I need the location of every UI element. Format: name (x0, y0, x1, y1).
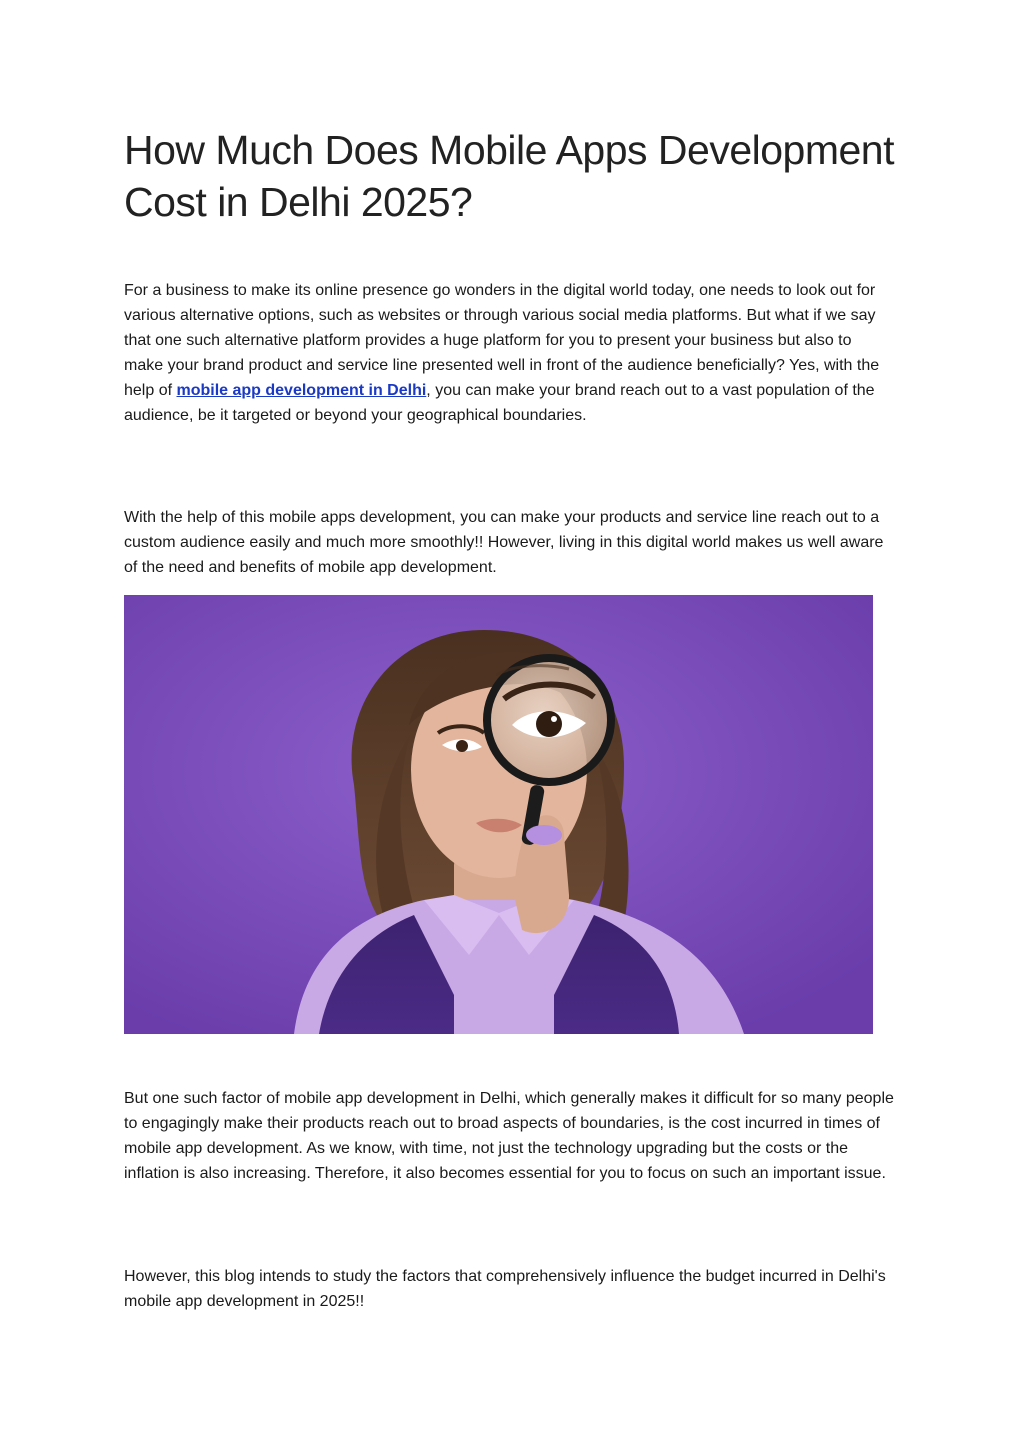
intro-paragraph (124, 278, 894, 428)
cost-factor-paragraph: But one such factor of mobile app development in Delhi, which generally makes it difficult for so many people to engagingly make their products reach out to broad aspects of boundaries, is the cost incurred in times of mobile app development. As we know, with time, not just the technology upgrading but the costs or the inflation is also increasing. Therefore, it also becomes essential for you to focus on such an important issue. (124, 1090, 894, 1182)
page-title: How Much Does Mobile Apps Development Cost in Delhi 2025? (124, 127, 894, 225)
mobile-app-development-link[interactable]: mobile app development in Delhi (176, 382, 427, 399)
intro-text-before-link: For a business to make its online presence go wonders in the digital world today, one needs to look out for various alternative options, such as websites or through various social media platforms. But what if we say that one such alternative platform provides a huge platform for you to present your business but also to make your brand product and service line presented well in front of the audience beneficially? Yes, with the help of (124, 282, 880, 399)
blog-intent-paragraph: However, this blog intends to study the factors that comprehensively influence the budget incurred in Delhi's mobile app development in 2025!! (124, 1268, 886, 1310)
intro-text-after-link: , you can make your brand reach out to a vast population of the audience, be it targeted or beyond your geographical boundaries. (124, 382, 875, 424)
woman-with-magnifying-glass-illustration (124, 595, 873, 1034)
hero-image (124, 595, 873, 1034)
benefits-paragraph: With the help of this mobile apps development, you can make your products and service line reach out to a custom audience easily and much more smoothly!! However, living in this digital world makes us well aware of the need and benefits of mobile app development. (124, 509, 884, 576)
